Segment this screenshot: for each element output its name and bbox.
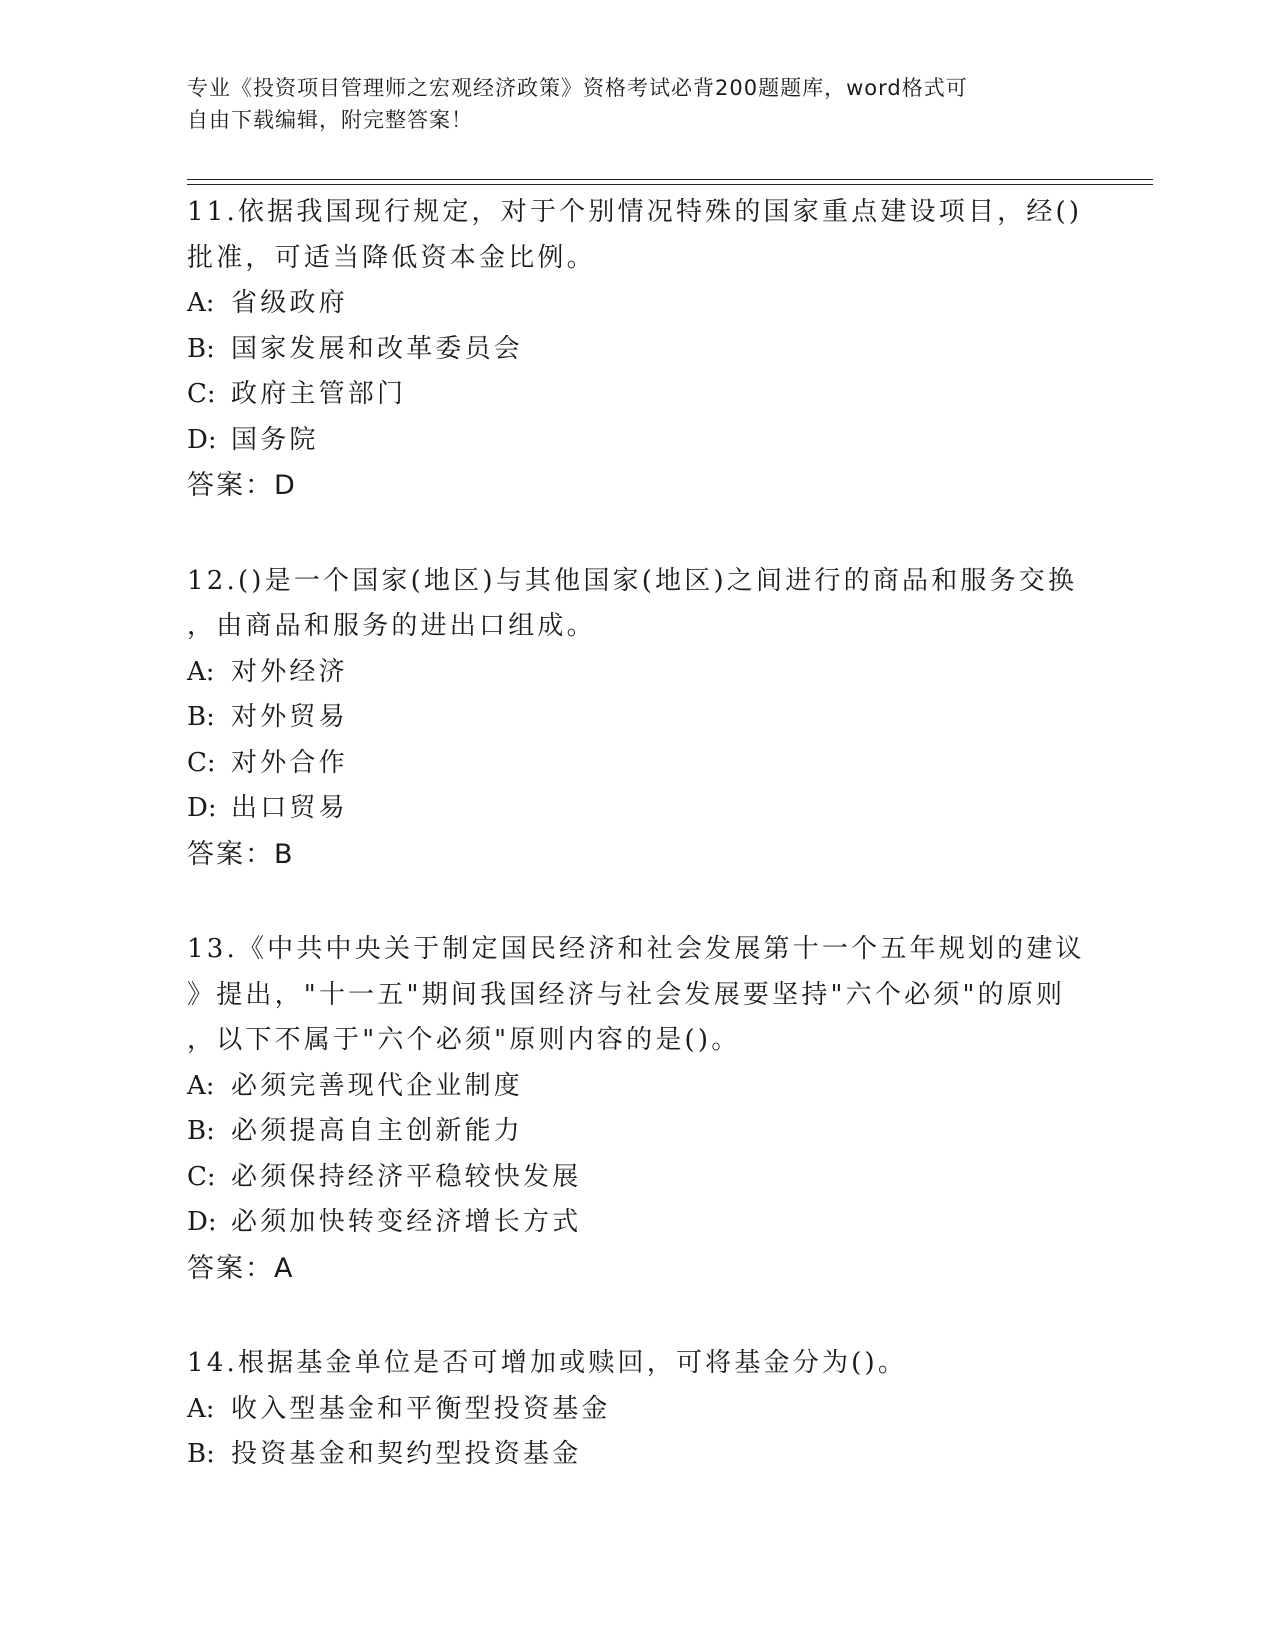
option-letter: D:: [187, 1207, 217, 1237]
option-letter: D:: [187, 793, 217, 823]
header-divider: [187, 179, 1153, 185]
header-title-line-1: 专业《投资项目管理师之宏观经济政策》资格考试必背200题题库，word格式可: [187, 76, 968, 100]
answer-label: 答案：: [187, 470, 274, 501]
option-letter: B:: [187, 1439, 215, 1469]
header-title-line-2: 自由下载编辑，附完整答案！: [187, 108, 473, 132]
option-text: 对外合作: [231, 747, 348, 778]
option-letter: C:: [187, 1161, 216, 1192]
answer-value: A: [274, 1252, 294, 1284]
option-letter: C:: [187, 747, 216, 778]
option-letter: D:: [187, 424, 217, 455]
option-text: 省级政府: [231, 288, 348, 318]
option-text: 出口贸易: [231, 793, 348, 823]
option-c: [187, 741, 1087, 787]
question-stem-line: 批准，可适当降低资本金比例。: [187, 242, 596, 273]
answer-label: 答案：: [187, 838, 274, 870]
answer-value: D: [274, 470, 296, 501]
option-letter: C:: [187, 379, 216, 409]
option-d: [187, 786, 1087, 832]
option-text: 必须完善现代企业制度: [231, 1070, 524, 1101]
option-letter: B:: [187, 333, 215, 364]
question-14: [187, 1341, 1087, 1478]
question-12: [187, 559, 1087, 878]
option-text: 必须保持经济平稳较快发展: [231, 1161, 582, 1192]
question-stem-line: 13.《中共中央关于制定国民经济和社会发展第十一个五年规划的建议: [187, 934, 1085, 964]
option-b: [187, 695, 1087, 741]
answer-line: [187, 1246, 1087, 1292]
option-b: [187, 327, 1087, 373]
answer-value: B: [274, 838, 294, 870]
option-d: [187, 418, 1087, 464]
option-text: 投资基金和契约型投资基金: [231, 1439, 582, 1469]
option-text: 收入型基金和平衡型投资基金: [231, 1393, 611, 1424]
question-stem-line: 》提出，"十一五"期间我国经济与社会发展要坚持"六个必须"的原则: [187, 979, 1066, 1010]
option-letter: A:: [187, 1070, 215, 1101]
option-text: 必须加快转变经济增长方式: [231, 1207, 582, 1237]
question-stem-line: 11.依据我国现行规定，对于个别情况特殊的国家重点建设项目，经(): [187, 197, 1083, 227]
question-stem-line: 12.()是一个国家(地区)与其他国家(地区)之间进行的商品和服务交换: [187, 565, 1078, 596]
option-letter: A:: [187, 288, 215, 318]
question-stem-line: ，以下不属于"六个必须"原则内容的是()。: [187, 1025, 741, 1055]
option-c: [187, 372, 1087, 418]
question-11: [187, 190, 1087, 509]
option-a: [187, 281, 1087, 327]
option-b: [187, 1432, 1087, 1478]
option-letter: B:: [187, 702, 215, 732]
answer-label: 答案：: [187, 1252, 274, 1284]
answer-line: [187, 832, 1087, 878]
option-text: 必须提高自主创新能力: [231, 1116, 524, 1146]
option-text: 国家发展和改革委员会: [231, 333, 524, 364]
option-text: 对外贸易: [231, 702, 348, 732]
option-text: 国务院: [231, 424, 319, 455]
option-a: [187, 650, 1087, 696]
document-header: [187, 72, 1067, 136]
option-a: [187, 1064, 1087, 1110]
option-c: [187, 1155, 1087, 1201]
option-b: [187, 1109, 1087, 1155]
option-letter: A:: [187, 656, 215, 687]
answer-line: [187, 463, 1087, 509]
option-text: 政府主管部门: [231, 379, 407, 409]
option-text: 对外经济: [231, 656, 348, 687]
question-13: [187, 927, 1087, 1291]
question-stem-line: ，由商品和服务的进出口组成。: [187, 611, 596, 641]
option-a: [187, 1387, 1087, 1433]
option-d: [187, 1200, 1087, 1246]
question-list: [187, 190, 1087, 1478]
option-letter: A:: [187, 1393, 215, 1424]
option-letter: B:: [187, 1116, 215, 1146]
question-stem-line: 14.根据基金单位是否可增加或赎回，可将基金分为()。: [187, 1348, 908, 1378]
